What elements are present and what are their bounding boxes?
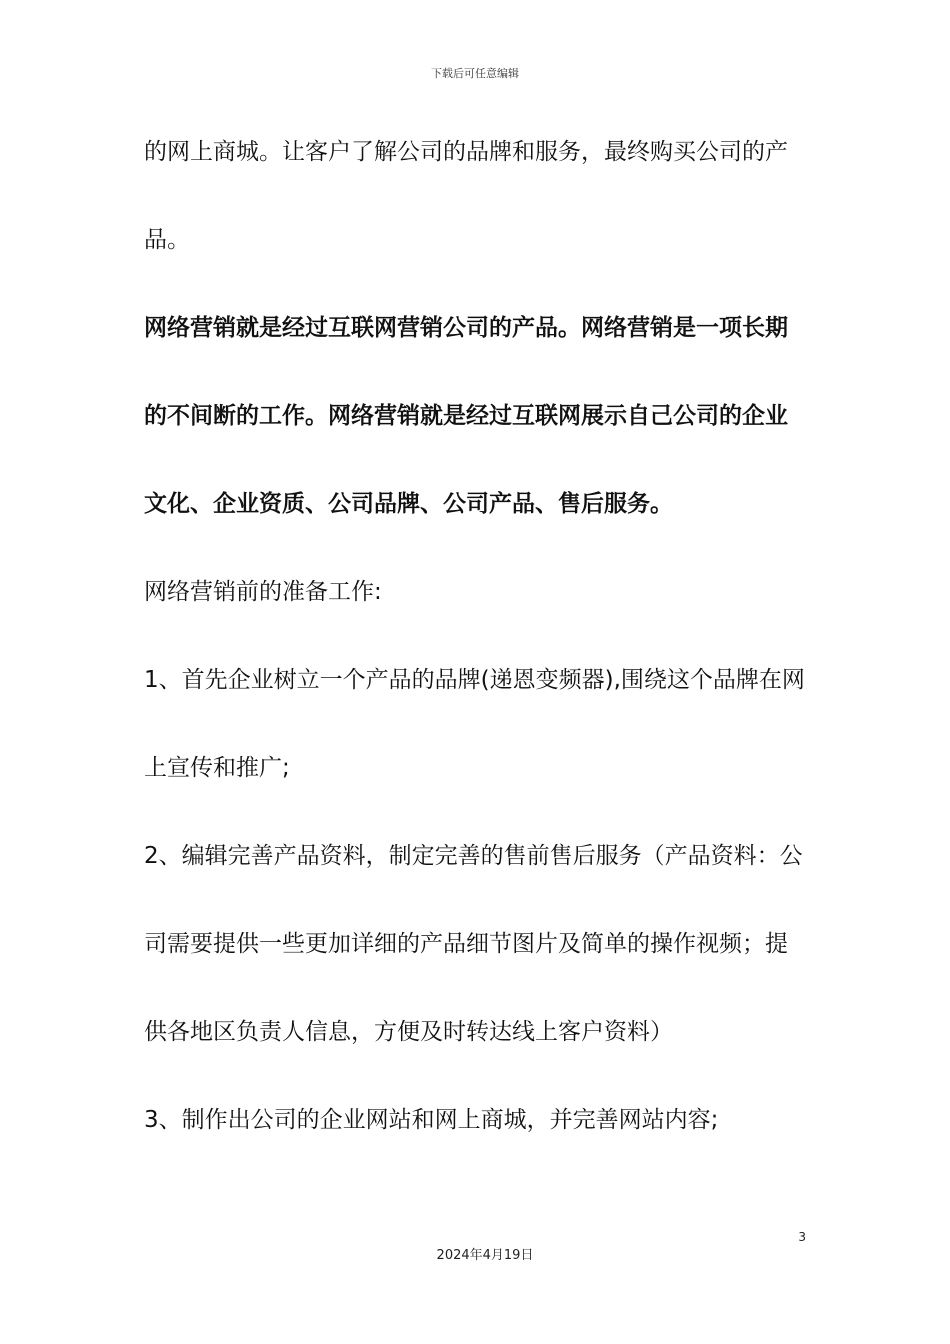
- body-line: 品。: [144, 227, 190, 253]
- section-heading: 网络营销前的准备工作:: [144, 579, 382, 605]
- list-item-2-line: 供各地区负责人信息，方便及时转达线上客户资料）: [144, 1019, 673, 1045]
- list-item-1-line: 上宣传和推广;: [144, 755, 290, 781]
- body-line-bold: 网络营销就是经过互联网营销公司的产品。网络营销是一项长期: [144, 315, 788, 341]
- list-item-3-line: 3、制作出公司的企业网站和网上商城，并完善网站内容;: [144, 1107, 719, 1133]
- page-footer-date: 2024年4月19日: [436, 1248, 534, 1263]
- page-number: 3: [798, 1230, 806, 1244]
- document-body: [144, 108, 814, 1164]
- body-line-bold: 的不间断的工作。网络营销就是经过互联网展示自己公司的企业: [144, 403, 788, 429]
- list-item-1-line: 1、首先企业树立一个产品的品牌(递恩变频器),围绕这个品牌在网: [144, 667, 805, 693]
- body-line-bold: 文化、企业资质、公司品牌、公司产品、售后服务。: [144, 491, 673, 517]
- list-item-2-line: 司需要提供一些更加详细的产品细节图片及简单的操作视频；提: [144, 931, 788, 957]
- body-line: 的网上商城。让客户了解公司的品牌和服务，最终购买公司的产: [144, 139, 788, 165]
- page-header: 下载后可任意编辑: [431, 67, 519, 80]
- list-item-2-line: 2、编辑完善产品资料，制定完善的售前售后服务（产品资料：公: [144, 843, 803, 869]
